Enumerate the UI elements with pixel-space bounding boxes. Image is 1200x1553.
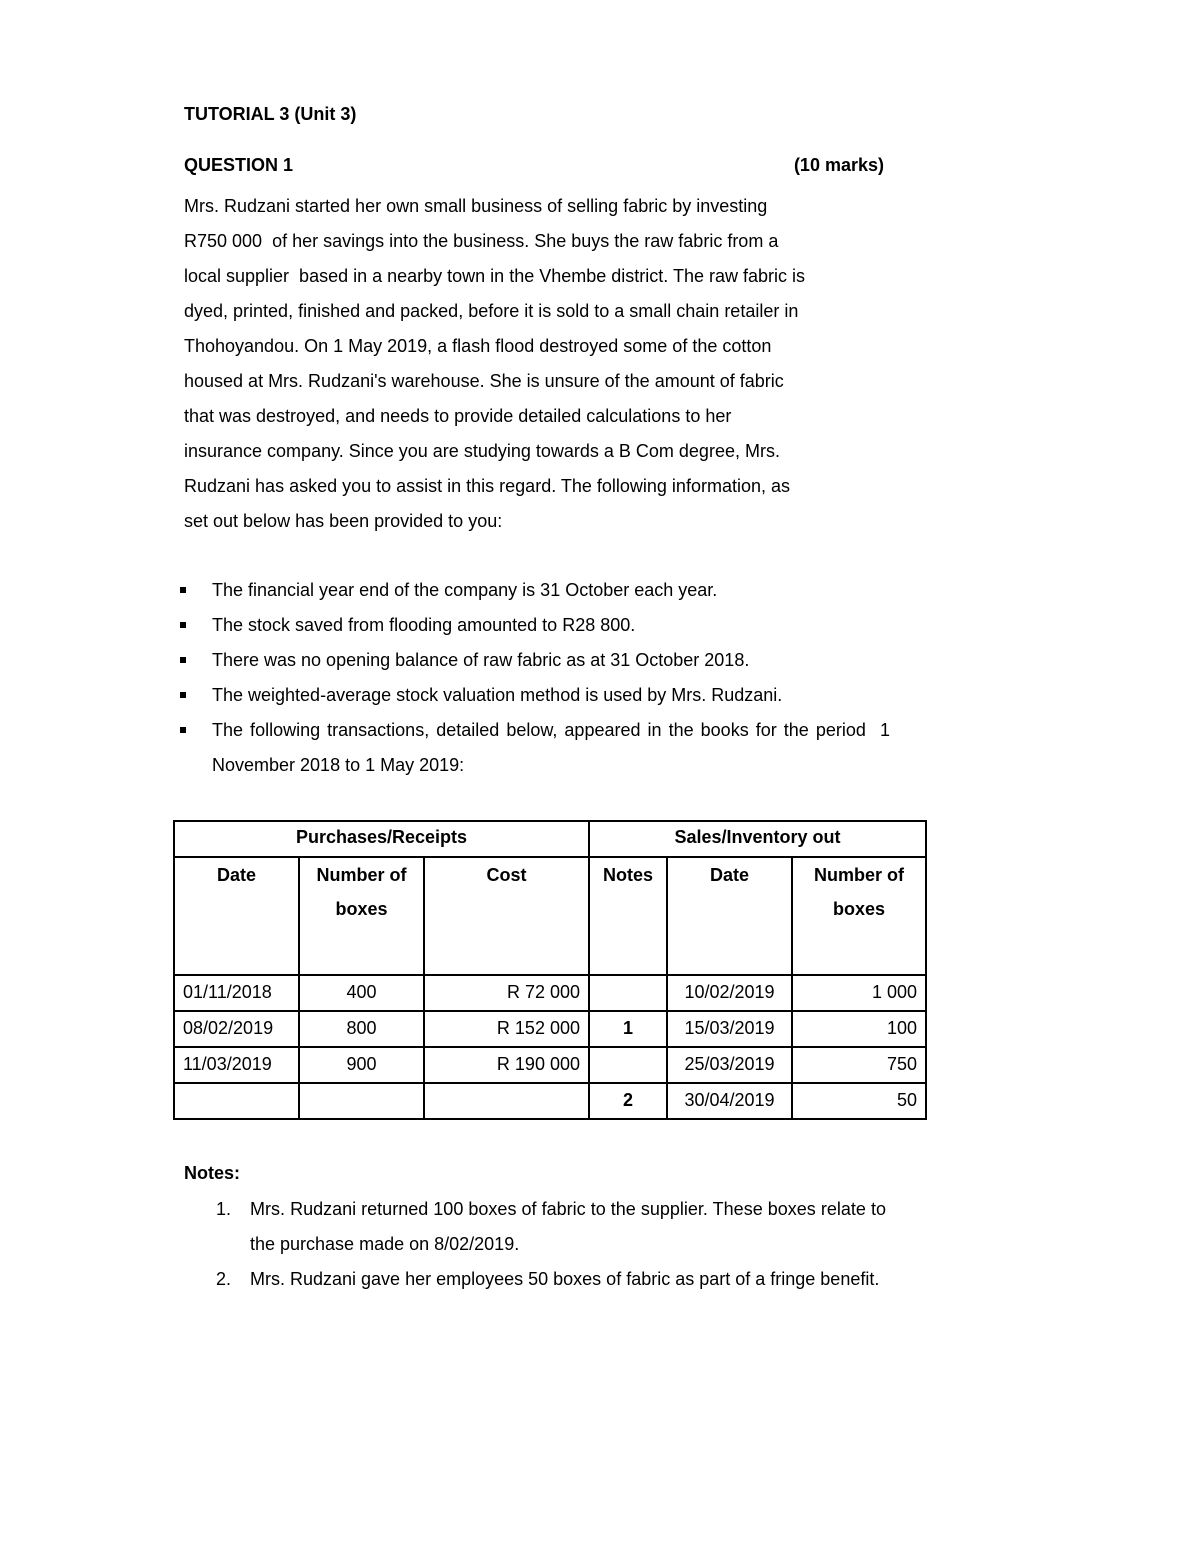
intro-line: Thohoyandou. On 1 May 2019, a flash flood destroyed some of the cotton: [184, 336, 772, 356]
table-row: [174, 975, 926, 1011]
note-item: [216, 1262, 886, 1297]
sales-group-header: Sales/Inventory out: [589, 821, 926, 857]
bullet-item: [178, 573, 890, 608]
sales-date-header: Date: [667, 857, 792, 975]
sales-date-cell: 10/02/2019: [667, 975, 792, 1011]
header-line: boxes: [335, 899, 388, 919]
header-line: boxes: [832, 899, 886, 919]
purchase-boxes-header: [299, 857, 424, 975]
info-bullet-list: [178, 573, 896, 783]
purchase-cost-cell: R 72 000: [424, 975, 589, 1011]
intro-line: insurance company. Since you are studying towards a B Com degree, Mrs.: [184, 441, 780, 461]
purchase-date-cell: 01/11/2018: [174, 975, 299, 1011]
purchase-cost-cell: [424, 1083, 589, 1119]
note-item: [216, 1192, 886, 1262]
note-text: Mrs. Rudzani returned 100 boxes of fabric to the supplier. These boxes relate to the purchase made on 8/02/2019.: [250, 1199, 886, 1254]
square-bullet-icon: [180, 727, 186, 733]
bullet-text: The stock saved from flooding amounted to R28 800.: [212, 615, 636, 635]
purchase-boxes-cell: 800: [299, 1011, 424, 1047]
intro-line: local supplier based in a nearby town in the Vhembe district. The raw fabric is: [184, 266, 805, 286]
notes-heading: Notes:: [184, 1163, 241, 1183]
table-row: [174, 1011, 926, 1047]
table-row: [174, 1047, 926, 1083]
sales-boxes-cell: 100: [792, 1011, 926, 1047]
intro-line: that was destroyed, and needs to provide detailed calculations to her: [184, 406, 732, 426]
group-header-row: [174, 821, 926, 857]
intro-paragraph: [184, 189, 889, 539]
header-line: Number of: [316, 865, 407, 885]
note-number: 2.: [216, 1269, 232, 1289]
bullet-text: There was no opening balance of raw fabric as at 31 October 2018.: [212, 650, 750, 670]
bullet-item: [178, 643, 890, 678]
notes-list: [216, 1192, 886, 1297]
square-bullet-icon: [180, 622, 186, 628]
note-ref-cell: 1: [589, 1011, 667, 1047]
bullet-text: The weighted-average stock valuation method is used by Mrs. Rudzani.: [212, 685, 783, 705]
intro-line: Rudzani has asked you to assist in this regard. The following information, as: [184, 476, 790, 496]
transactions-table: [173, 820, 927, 1120]
sales-boxes-cell: 50: [792, 1083, 926, 1119]
header-line: Number of: [814, 865, 904, 885]
purchase-cost-header: Cost: [424, 857, 589, 975]
square-bullet-icon: [180, 692, 186, 698]
page-title: TUTORIAL 3 (Unit 3): [184, 104, 357, 124]
intro-line: R750 000 of her savings into the business. She buys the raw fabric from a: [184, 231, 779, 251]
purchase-date-header: Date: [174, 857, 299, 975]
purchase-cost-cell: R 152 000: [424, 1011, 589, 1047]
sales-boxes-header: [792, 857, 926, 975]
bullet-text: The financial year end of the company is 31 October each year.: [212, 580, 718, 600]
sales-boxes-cell: 1 000: [792, 975, 926, 1011]
purchase-date-cell: [174, 1083, 299, 1119]
column-header-row: [174, 857, 926, 975]
note-ref-cell: [589, 975, 667, 1011]
bullet-item: [178, 608, 890, 643]
sales-date-cell: 30/04/2019: [667, 1083, 792, 1119]
intro-line: Mrs. Rudzani started her own small business of selling fabric by investing: [184, 196, 768, 216]
transactions-table-wrapper: [173, 820, 927, 1120]
note-number: 1.: [216, 1199, 232, 1219]
intro-line: housed at Mrs. Rudzani's warehouse. She is unsure of the amount of fabric: [184, 371, 784, 391]
bullet-item: [178, 678, 890, 713]
intro-line: dyed, printed, finished and packed, before it is sold to a small chain retailer in: [184, 301, 799, 321]
sales-boxes-cell: 750: [792, 1047, 926, 1083]
table-row: [174, 1083, 926, 1119]
note-text: Mrs. Rudzani gave her employees 50 boxes of fabric as part of a fringe benefit.: [250, 1269, 880, 1289]
purchases-group-header: Purchases/Receipts: [174, 821, 589, 857]
purchase-date-cell: 08/02/2019: [174, 1011, 299, 1047]
bullet-item: [178, 713, 896, 783]
purchase-boxes-cell: 900: [299, 1047, 424, 1083]
square-bullet-icon: [180, 657, 186, 663]
question-marks: (10 marks): [793, 155, 884, 175]
question-heading: [184, 155, 884, 181]
purchase-boxes-cell: 400: [299, 975, 424, 1011]
square-bullet-icon: [180, 587, 186, 593]
purchase-boxes-cell: [299, 1083, 424, 1119]
notes-header: Notes: [589, 857, 667, 975]
note-ref-cell: [589, 1047, 667, 1083]
question-label: QUESTION 1: [184, 155, 294, 175]
purchase-date-cell: 11/03/2019: [174, 1047, 299, 1083]
note-ref-cell: 2: [589, 1083, 667, 1119]
purchase-cost-cell: R 190 000: [424, 1047, 589, 1083]
sales-date-cell: 15/03/2019: [667, 1011, 792, 1047]
sales-date-cell: 25/03/2019: [667, 1047, 792, 1083]
intro-line: set out below has been provided to you:: [184, 511, 503, 531]
bullet-text: The following transactions, detailed below, appeared in the books for the period 1 November 2018 to 1 May 2019:: [212, 720, 896, 775]
